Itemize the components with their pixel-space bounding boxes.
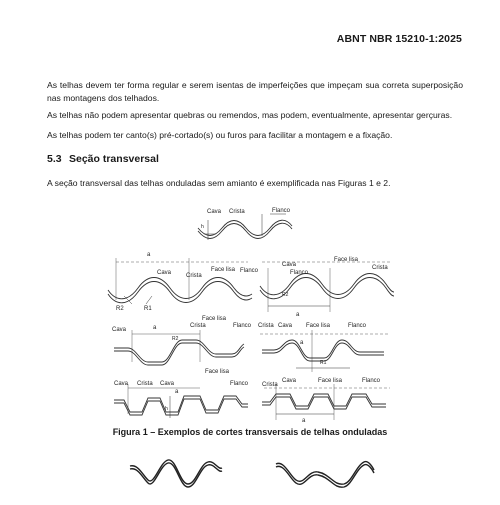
section-title: Seção transversal	[69, 153, 159, 165]
label-h-6: h	[165, 406, 168, 412]
label-crista-3: Crista	[372, 265, 388, 271]
label-cava-6: Cava	[114, 381, 129, 387]
label-flanco-3: Flanco	[290, 270, 309, 276]
label-flanco-2: Flanco	[240, 268, 259, 274]
label-crista-4: Crista	[190, 323, 206, 329]
paragraph-precut-corners: As telhas podem ter canto(s) pré-cortado(s) ou furos para facilitar a montagem e a fixação.	[47, 130, 393, 140]
label-flanco-1: Flanco	[272, 208, 291, 214]
label-face-lisa-3: Face lisa	[334, 257, 359, 263]
label-flanco-4: Flanco	[233, 323, 252, 329]
label-a-5: a	[300, 340, 304, 346]
profile-small-top	[198, 214, 292, 240]
section-paragraph: A seção transversal das telhas onduladas sem amianto é exemplificada nas Figuras 1 e 2.	[47, 178, 391, 188]
label-flanco-7: Flanco	[362, 378, 381, 384]
figure-2-partial	[130, 460, 374, 487]
profile-bottom-left	[114, 384, 248, 418]
label-face-lisa-2: Face lisa	[211, 267, 236, 273]
label-cava-2: Cava	[157, 270, 172, 276]
label-cava-6b: Cava	[160, 381, 175, 387]
label-cava-5: Cava	[278, 323, 293, 329]
label-r2-3: R2	[282, 292, 289, 298]
label-face-lisa-6: Face lisa	[205, 369, 230, 375]
profile-bottom-right	[262, 384, 390, 420]
label-crista-7: Crista	[262, 382, 278, 388]
section-number: 5.3	[47, 153, 62, 165]
label-r1-2: R1	[144, 306, 152, 312]
label-r2-4: R2	[172, 336, 179, 342]
label-crista-1: Crista	[229, 209, 245, 215]
label-a-6: a	[175, 389, 179, 395]
label-crista-6: Crista	[137, 381, 153, 387]
label-r2-2: R2	[116, 306, 124, 312]
label-crista-5: Crista	[258, 323, 274, 329]
label-cava-3: Cava	[282, 262, 297, 268]
label-r1-5: R1	[320, 360, 327, 366]
label-cava-4: Cava	[112, 327, 127, 333]
label-cava-1: Cava	[207, 209, 222, 215]
profile-sinusoidal-left	[108, 258, 252, 304]
profile-mid-left	[114, 330, 244, 365]
standard-header: ABNT NBR 15210-1:2025	[336, 33, 462, 45]
figure-1-caption: Figura 1 – Exemplos de cortes transversais de telhas onduladas	[112, 427, 388, 437]
paragraph-regular-form: As telhas devem ter forma regular e serem isentas de imperfeições que impeçam sua correta superposição nas montagens dos telhados.	[47, 80, 463, 103]
label-flanco-5: Flanco	[348, 323, 367, 329]
label-flanco-6: Flanco	[230, 381, 249, 387]
label-a-2: a	[147, 252, 151, 258]
label-h-1: h	[201, 224, 204, 230]
paragraph-no-breaks: As telhas não podem apresentar quebras ou remendos, mas podem, eventualmente, apresentar gerçuras.	[47, 110, 453, 120]
label-face-lisa-4: Face lisa	[202, 316, 227, 322]
label-a-7: a	[302, 418, 306, 424]
label-a-3: a	[296, 312, 300, 318]
label-face-lisa-5: Face lisa	[306, 323, 331, 329]
label-cava-7: Cava	[282, 378, 297, 384]
label-a-4: a	[153, 325, 157, 331]
label-crista-2: Crista	[186, 273, 202, 279]
label-face-lisa-7: Face lisa	[318, 378, 343, 384]
